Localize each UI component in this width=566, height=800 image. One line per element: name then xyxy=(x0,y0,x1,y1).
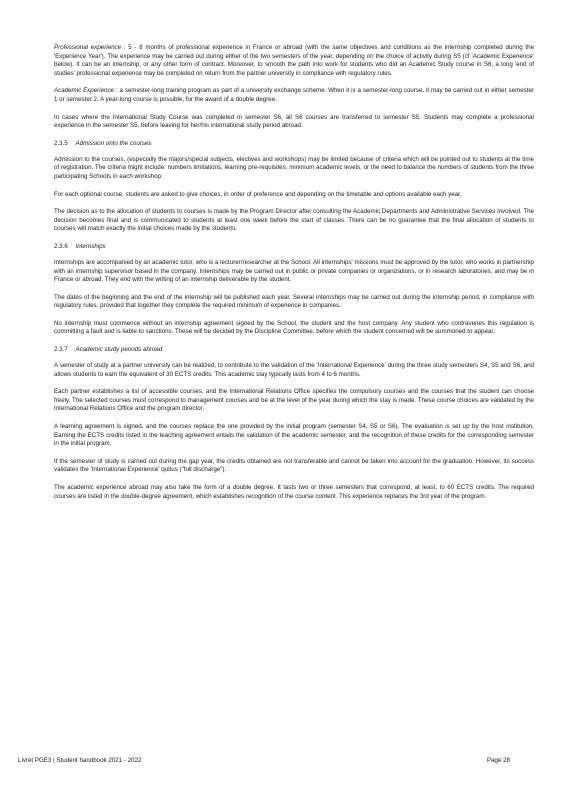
document-page xyxy=(54,44,534,510)
footer-handbook-label: Livret PGE3 | Student handbook 2021 - 2022 xyxy=(18,757,142,764)
term-academic-experience: Academic Experience xyxy=(54,87,114,95)
section-number: 2.3.5 xyxy=(54,139,68,147)
section-heading-admission xyxy=(54,140,534,147)
section-title: Internships xyxy=(75,242,106,250)
study-abroad-paragraph: A learning agreement is signed, and the courses replace the one provided by the initial program (semester S4, S5 or S6). The evaluation is set up by the host institution. Earning the ECTS credits listed in the teaching agreement entails the validation of the academic semester, and the recognition of these credits for the corresponding semester in the initial program. xyxy=(54,423,534,448)
admission-paragraph: Admission to the courses, (especially the majors/special subjects, electives and workshops) may be limited because of criteria which will be pointed out to students at the time of registration. The criteria might include: numbers limitations, learning pre-requisites, minimum academic levels, or the need to balance the numbers of students from the three participating Schools in each workshop. xyxy=(54,155,534,180)
internships-paragraph: No internship must commence without an internship agreement signed by the School, the student and the host company. Any student who contravenes this regulation is committing a fault and is liable to sanctions. These will be decided by the Discipline Committee, before which the student concerned will be summoned to appear. xyxy=(54,319,534,336)
section-heading-study-abroad xyxy=(54,346,534,353)
section-number: 2.3.6 xyxy=(54,242,68,250)
section-heading-internships xyxy=(54,243,534,250)
section-title: Academic study periods abroad xyxy=(75,346,163,354)
academic-experience-paragraph xyxy=(54,87,534,104)
s6-transfer-paragraph: In cases where the International Study Course was completed in semester S6, all S6 courses are transferred to semester S5. Students may complete a professional experience in the semester S5, before leaving for her/his international study period abroad. xyxy=(54,113,534,130)
internships-paragraph: Internships are accompanied by an academic tutor, who is a lecturer/researcher at the School. All internships' missions must be approved by the tutor, who works in partnership with an internship supervisor based in the company. Internships may be carried out in public or private companies or organizations, or in research laboratories, and may be in France or abroad. They end with the writing of an internship deliverable by the student. xyxy=(54,258,534,284)
internships-paragraph: The dates of the beginning and the end of the internship will be published each year. Several internships may be carried out during the internship period, in compliance with regulatory rules, provided that together they complete the required minimum of experience in companies. xyxy=(54,293,534,310)
study-abroad-paragraph: If the semester of study is carried out during the gap year, the credits obtained are not transferable and cannot be taken into account for the graduation. However, its success validates the 'International Experience' quitus ("full discharge"). xyxy=(54,457,534,474)
paragraph-text: : 5 - 8 months of professional experience in France or abroad (with the same objectives and conditions as the internship completed during the 'Experience Year'). The experience may be carried out during either of the two semesters of the year, depending on the choice of activity during S5 (cf 'Academic Experience' below). It can be an internship, or any other form of contract. Moreover, to smooth the path into work for students who did an Academic Study course in S6, a long 'end of studies' professional experience may be completed on return from the partner university in compliance with regulatory rules. xyxy=(54,44,534,77)
admission-paragraph: The decision as to the allocation of students to courses is made by the Program Director after consulting the Academic Departments and Administrative Services involved. The decision becomes final and is communicated to students at least one week before the start of classes. There can be no guarantee that the final allocation of students to courses will match exactly the initial choices made by the students. xyxy=(54,208,534,233)
professional-experience-paragraph xyxy=(54,44,534,78)
admission-paragraph: For each optional course, students are asked to give choices, in order of preference and depending on the timetable and options available each year. xyxy=(54,190,462,198)
study-abroad-paragraph: A semester of study at a partner university can be realized, to contribute to the validation of the 'International Experience' during the three study semesters S4, S5 and S6, and allows students to earn the equivalent of 30 ECTS credits. This academic stay typically lasts from 4 to 6 months. xyxy=(54,362,534,378)
section-number: 2.3.7 xyxy=(54,346,68,354)
term-professional-experience: Professional experience xyxy=(54,44,122,51)
study-abroad-paragraph: Each partner establishes a list of accessible courses, and the International Relations Office specifies the compulsory courses and the courses that the student can choose freely. The selected courses must correspond to management courses and be at the level of the year during which the stay is made. These course choices are validated by the International Relations Office and the program director. xyxy=(54,388,534,413)
paragraph-text: : a semester-long training program as part of a university exchange scheme. When it is a semester-long course, it may be carried out in either semester 1 or semester 2. A year-long course is possible, for the award of a double degree. xyxy=(54,87,534,103)
study-abroad-paragraph: The academic experience abroad may also take the form of a double degree. It lasts two or three semesters that correspond, at least, to 60 ECTS credits. The required courses are listed in the double-degree agreement, which establishes recognition of the course content. This experience replaces the 3rd year of the program. xyxy=(54,484,534,500)
section-title: Admission onto the courses xyxy=(75,139,152,147)
page-footer xyxy=(18,757,510,764)
page-number: Page 28 xyxy=(486,757,510,764)
